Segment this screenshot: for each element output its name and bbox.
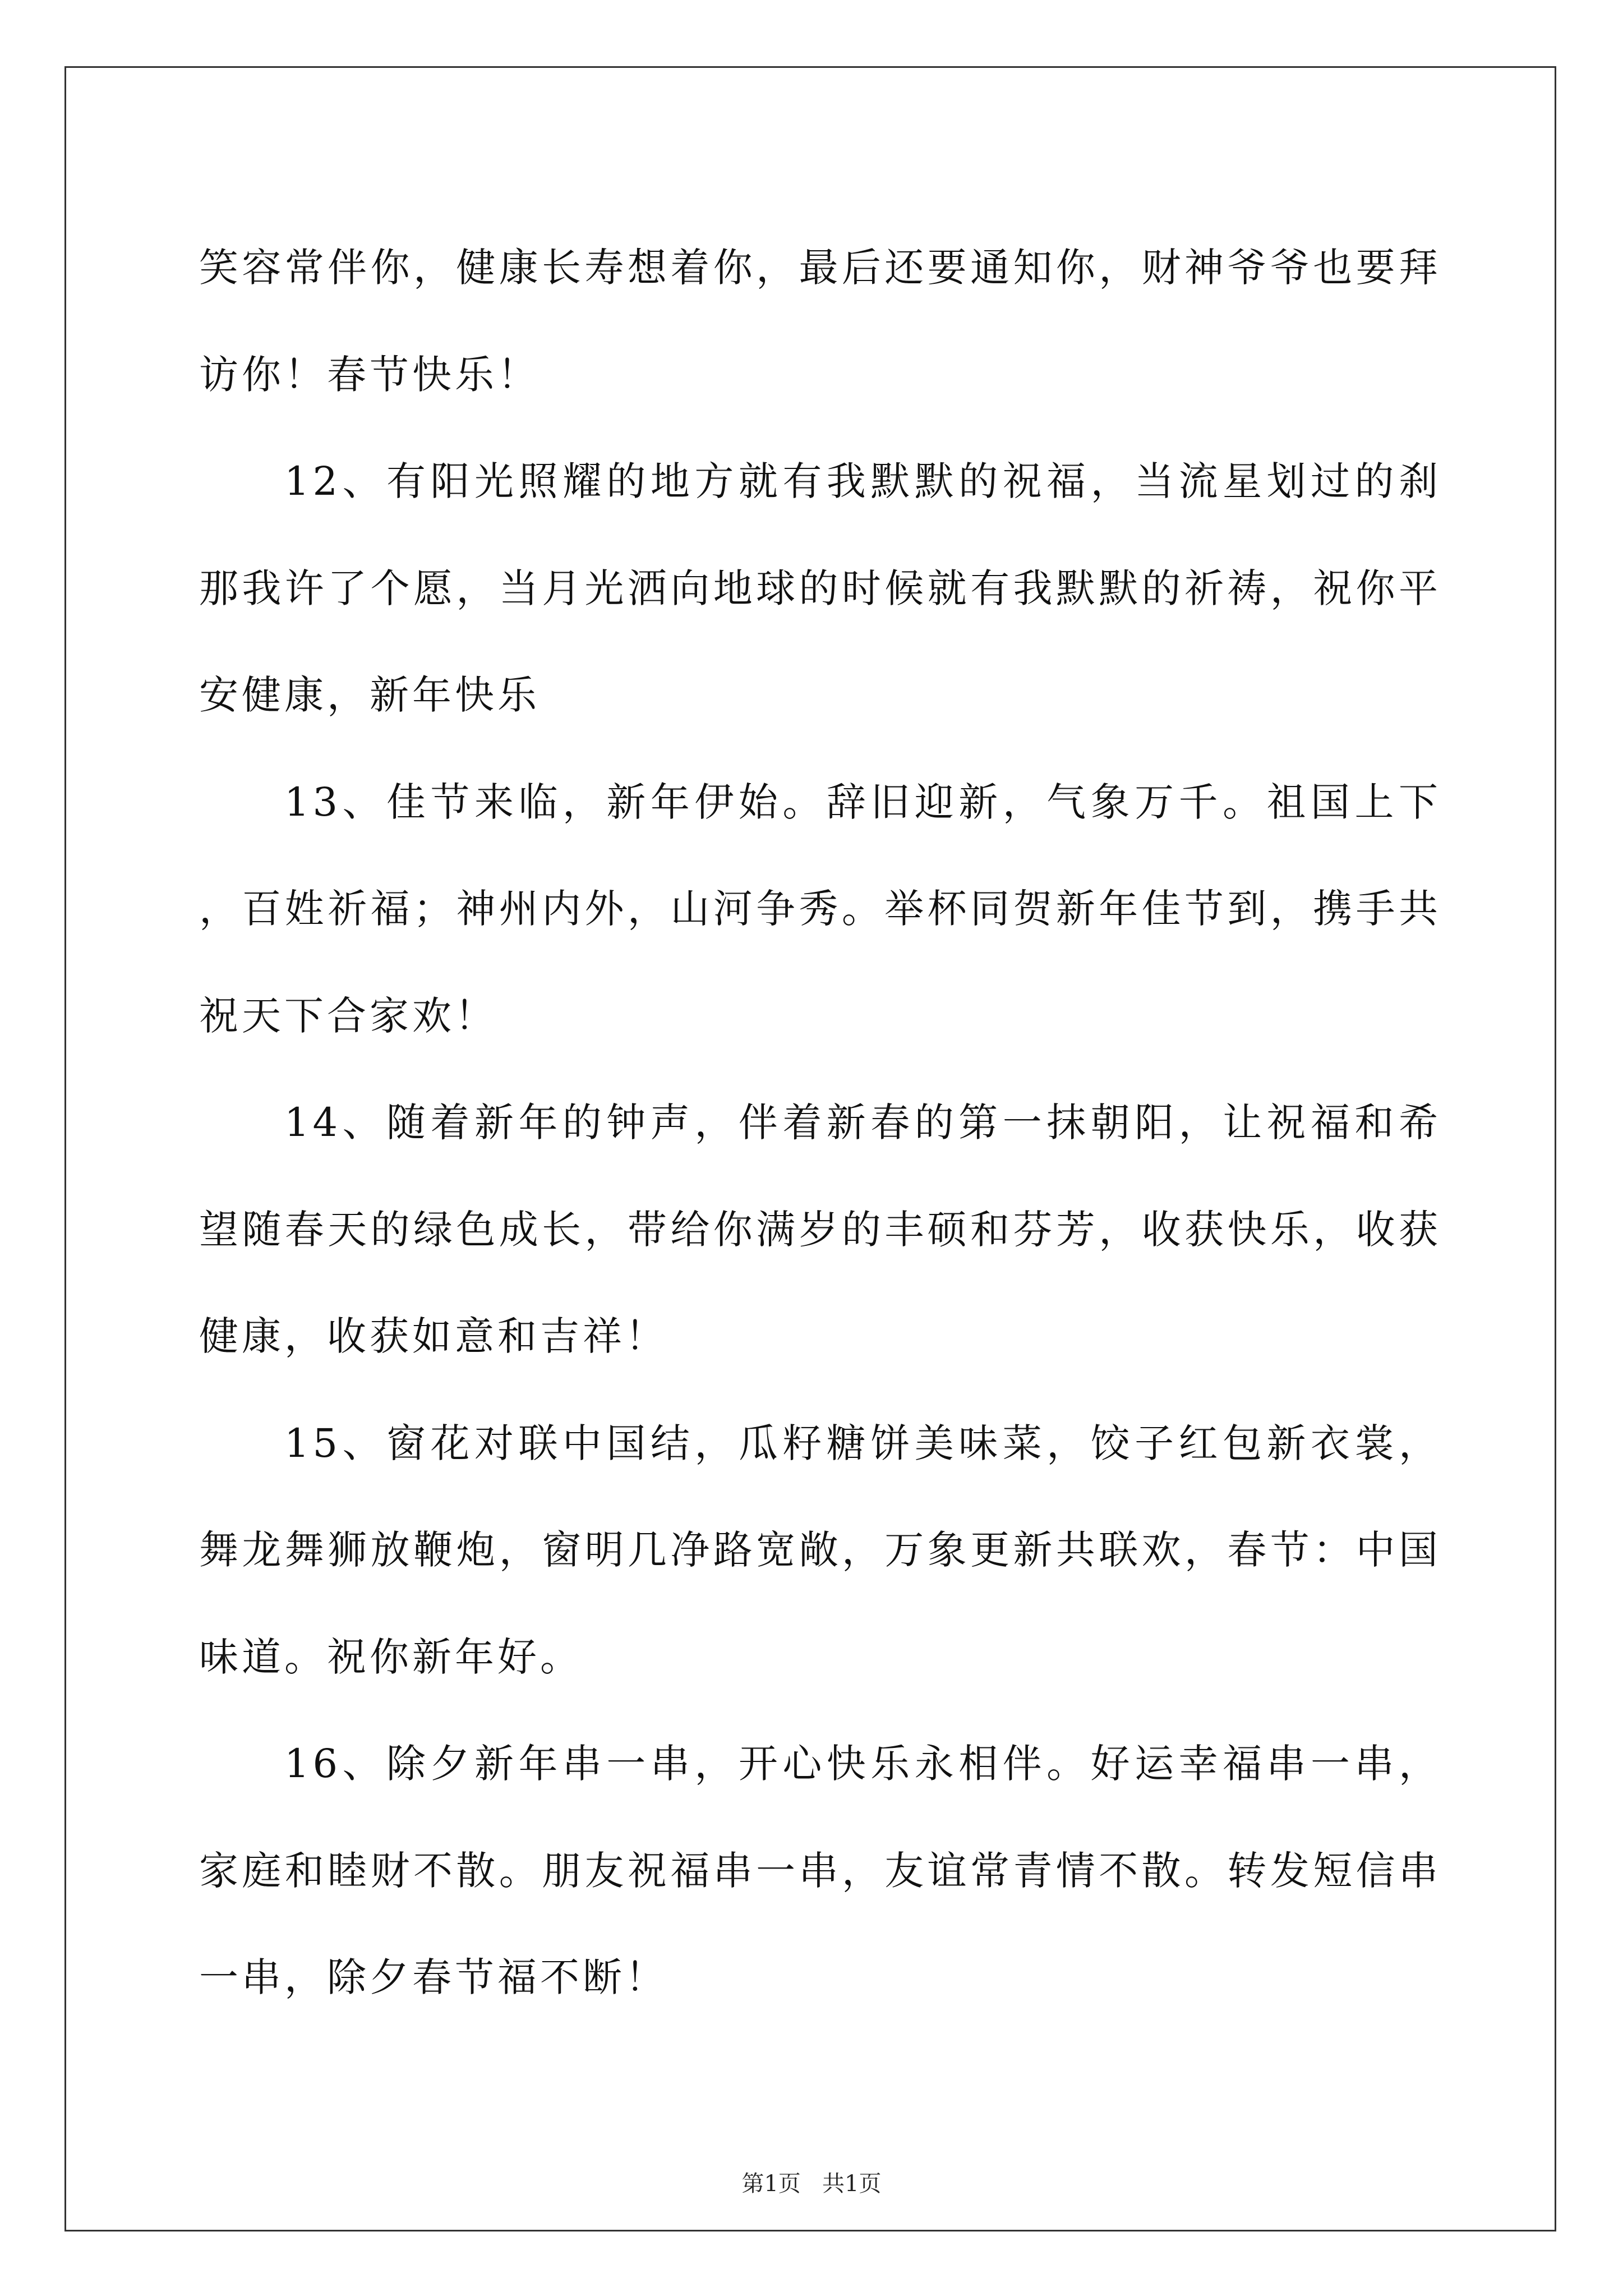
paragraph-16: 16、除夕新年串一串，开心快乐永相伴。好运幸福串一串，家庭和睦财不散。朋友祝福串一串，友谊常青情不散。转发短信串一串，除夕春节福不断！	[199, 1741, 1441, 2000]
paragraph-12: 12、有阳光照耀的地方就有我默默的祝福，当流星划过的刹那我许了个愿，当月光洒向地球的时候就有我默默的祈祷，祝你平安健康，新年快乐	[199, 458, 1441, 718]
document-body	[199, 214, 1441, 2031]
paragraph-15: 15、窗花对联中国结，瓜籽糖饼美味菜，饺子红包新衣裳，舞龙舞狮放鞭炮，窗明几净路宽敞，万象更新共联欢，春节：中国味道。祝你新年好。	[199, 1420, 1441, 1680]
page-number-footer: 第1页 共1页	[741, 2171, 882, 2197]
paragraph-14: 14、随着新年的钟声，伴着新春的第一抹朝阳，让祝福和希望随春天的绿色成长，带给你满岁的丰硕和芬芳，收获快乐，收获健康，收获如意和吉祥！	[199, 1099, 1441, 1359]
paragraph-continuation: 笑容常伴你，健康长寿想着你，最后还要通知你，财神爷爷也要拜访你！春节快乐！	[199, 245, 1441, 398]
paragraph-13: 13、佳节来临，新年伊始。辞旧迎新，气象万千。祖国上下，百姓祈福；神州内外，山河争秀。举杯同贺新年佳节到，携手共祝天下合家欢！	[199, 779, 1441, 1039]
